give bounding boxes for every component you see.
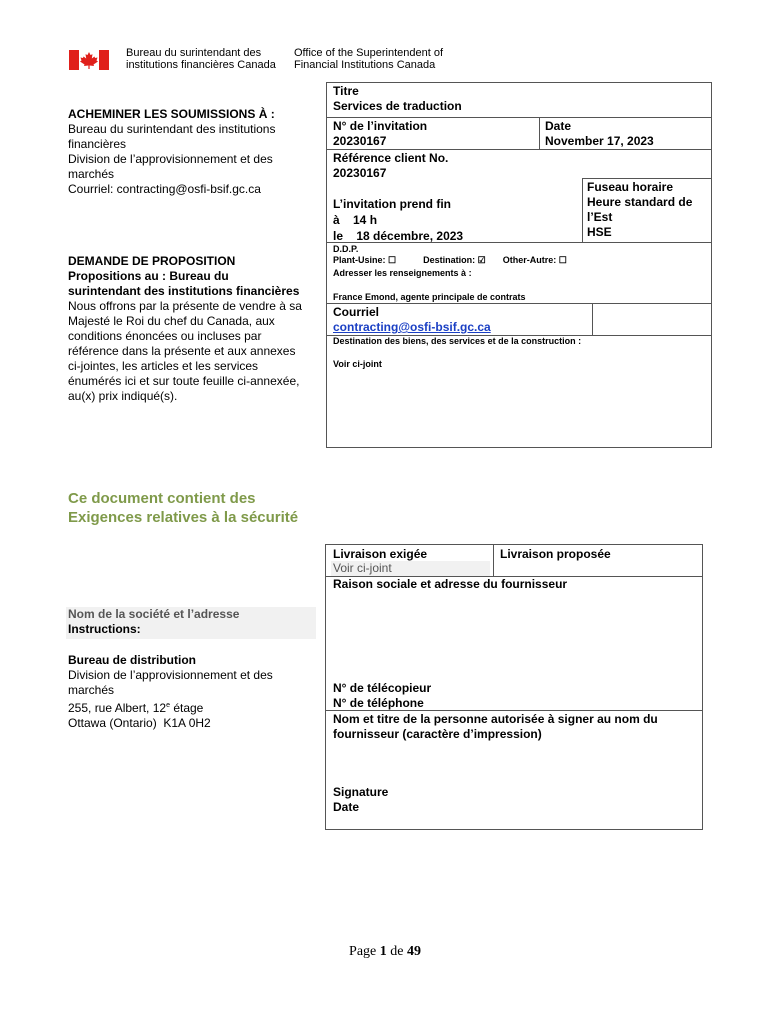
dept-en-line1: Office of the Superintendent of — [294, 47, 444, 59]
page-word: Page — [349, 944, 377, 959]
title-label: Titre — [333, 84, 359, 98]
rfp-body-line: Nous offrons par la présente de vendre à sa — [68, 299, 302, 313]
destination-checkbox[interactable]: ☑ — [477, 255, 486, 265]
destination-label: Destination: — [423, 255, 476, 265]
delivery-proposed-label: Livraison proposée — [500, 547, 611, 561]
signatory-block — [333, 712, 701, 742]
address-city: Ottawa (Ontario) K1A 0H2 — [68, 716, 211, 730]
street-sup: e — [166, 702, 170, 709]
closing-field — [333, 196, 463, 244]
plant-label: Plant-Usine: — [333, 255, 386, 265]
ddp-options — [333, 255, 708, 266]
signature-date-label: Date — [333, 800, 360, 814]
client-ref-value: 20230167 — [333, 166, 387, 180]
rfp-body-line: au(x) prix indiqué(s). — [68, 389, 178, 403]
street-text: 255, rue Albert, 12 — [68, 701, 167, 715]
client-ref-label: Référence client No. — [333, 151, 449, 165]
distribution-title: Bureau de distribution — [68, 653, 197, 667]
send-to-block — [68, 107, 318, 197]
delivery-required-value[interactable]: Voir ci-joint — [331, 561, 490, 576]
instructions-label: Instructions: — [68, 622, 141, 636]
department-name-fr — [126, 47, 276, 71]
other-label: Other-Autre: — [502, 255, 557, 265]
ddp-label: D.D.P. — [333, 244, 359, 254]
send-to-line: marchés — [68, 167, 115, 181]
distribution-line: marchés — [68, 683, 115, 697]
page-of: de — [390, 944, 404, 959]
fax-label: N° de télécopieur — [333, 681, 432, 695]
distribution-line: Division de l’approvisionnement et des — [68, 668, 273, 682]
dept-fr-line2: institutions financières Canada — [126, 59, 276, 71]
rfp-body-line: Majesté le Roi du chef du Canada, aux — [68, 314, 275, 328]
title-value: Services de traduction — [333, 99, 462, 113]
signatory-line1: Nom et titre de la personne autorisée à signer au nom du — [333, 712, 658, 726]
closing-label: L’invitation prend fin — [333, 197, 451, 211]
signature-label: Signature — [333, 785, 389, 799]
client-ref-field — [333, 151, 448, 181]
title-field — [333, 84, 462, 114]
contact-name: France Emond, agente principale de contrats — [333, 292, 526, 302]
see-attached-value: Voir ci-joint — [333, 359, 382, 369]
inquiries-label: Adresser les renseignements à : — [333, 268, 472, 278]
delivery-required-label: Livraison exigée — [333, 547, 428, 561]
other-checkbox[interactable]: ☐ — [558, 255, 567, 265]
rfp-body-line: référence dans la présente et aux annexes — [68, 344, 296, 358]
signatory-line2: fournisseur (caractère d’impression) — [333, 727, 542, 741]
date-value: November 17, 2023 — [545, 134, 654, 148]
invitation-field — [333, 119, 427, 149]
fax-phone-block — [333, 681, 431, 711]
dept-en-line2: Financial Institutions Canada — [294, 59, 436, 71]
closing-time: à 14 h — [333, 213, 378, 227]
page-total: 49 — [406, 944, 421, 959]
rfp-to-line: Propositions au : Bureau du — [68, 269, 229, 283]
security-line2: Exigences relatives à la sécurité — [68, 509, 299, 526]
company-instructions-block — [66, 607, 316, 639]
security-line1: Ce document contient des — [68, 490, 256, 507]
invitation-label: N° de l’invitation — [333, 119, 428, 133]
page-current: 1 — [379, 944, 387, 959]
timezone-line: l’Est — [587, 210, 613, 224]
destination-goods-label: Destination des biens, des services et de la construction : — [333, 336, 582, 346]
send-to-email-line: Courriel: contracting@osfi-bsif.gc.ca — [68, 182, 261, 196]
send-to-line: Bureau du surintendant des institutions — [68, 122, 276, 136]
supplier-name-label: Raison sociale et adresse du fournisseur — [333, 577, 568, 591]
date-field — [545, 119, 654, 149]
email-label: Courriel — [333, 305, 380, 319]
email-link[interactable]: contracting@osfi-bsif.gc.ca — [333, 320, 491, 334]
send-to-line: financières — [68, 137, 127, 151]
rfp-body-line: ci-jointes, les articles et les services — [68, 359, 259, 373]
company-label: Nom de la société et l’adresse — [68, 607, 240, 621]
rfp-title: DEMANDE DE PROPOSITION — [68, 254, 236, 268]
send-to-line: Division de l’approvisionnement et des — [68, 152, 273, 166]
timezone-line: HSE — [587, 225, 612, 239]
distribution-block — [68, 653, 318, 731]
dept-fr-line1: Bureau du surintendant des — [126, 47, 262, 59]
phone-label: N° de téléphone — [333, 696, 424, 710]
rfp-body-line: conditions énoncées ou incluses par — [68, 329, 262, 343]
address-street — [68, 698, 318, 716]
date-label: Date — [545, 119, 572, 133]
rfp-block — [68, 254, 318, 404]
closing-date: le 18 décembre, 2023 — [333, 229, 464, 243]
department-name-en — [294, 47, 443, 71]
rfp-body-line: énumérés ici et sur toute feuille ci-annexée, — [68, 374, 300, 388]
timezone-field — [587, 180, 692, 240]
timezone-line: Fuseau horaire — [587, 180, 674, 194]
street-floor: étage — [169, 701, 204, 715]
timezone-line: Heure standard de — [587, 195, 693, 209]
canada-flag-icon — [69, 50, 109, 75]
send-to-title: ACHEMINER LES SOUMISSIONS À : — [68, 107, 275, 121]
invitation-value: 20230167 — [333, 134, 387, 148]
security-notice — [68, 489, 298, 527]
signature-date-block — [333, 785, 388, 815]
page-number — [0, 944, 770, 960]
plant-checkbox[interactable]: ☐ — [388, 255, 397, 265]
rfp-to-line: surintendant des institutions financières — [68, 284, 300, 298]
